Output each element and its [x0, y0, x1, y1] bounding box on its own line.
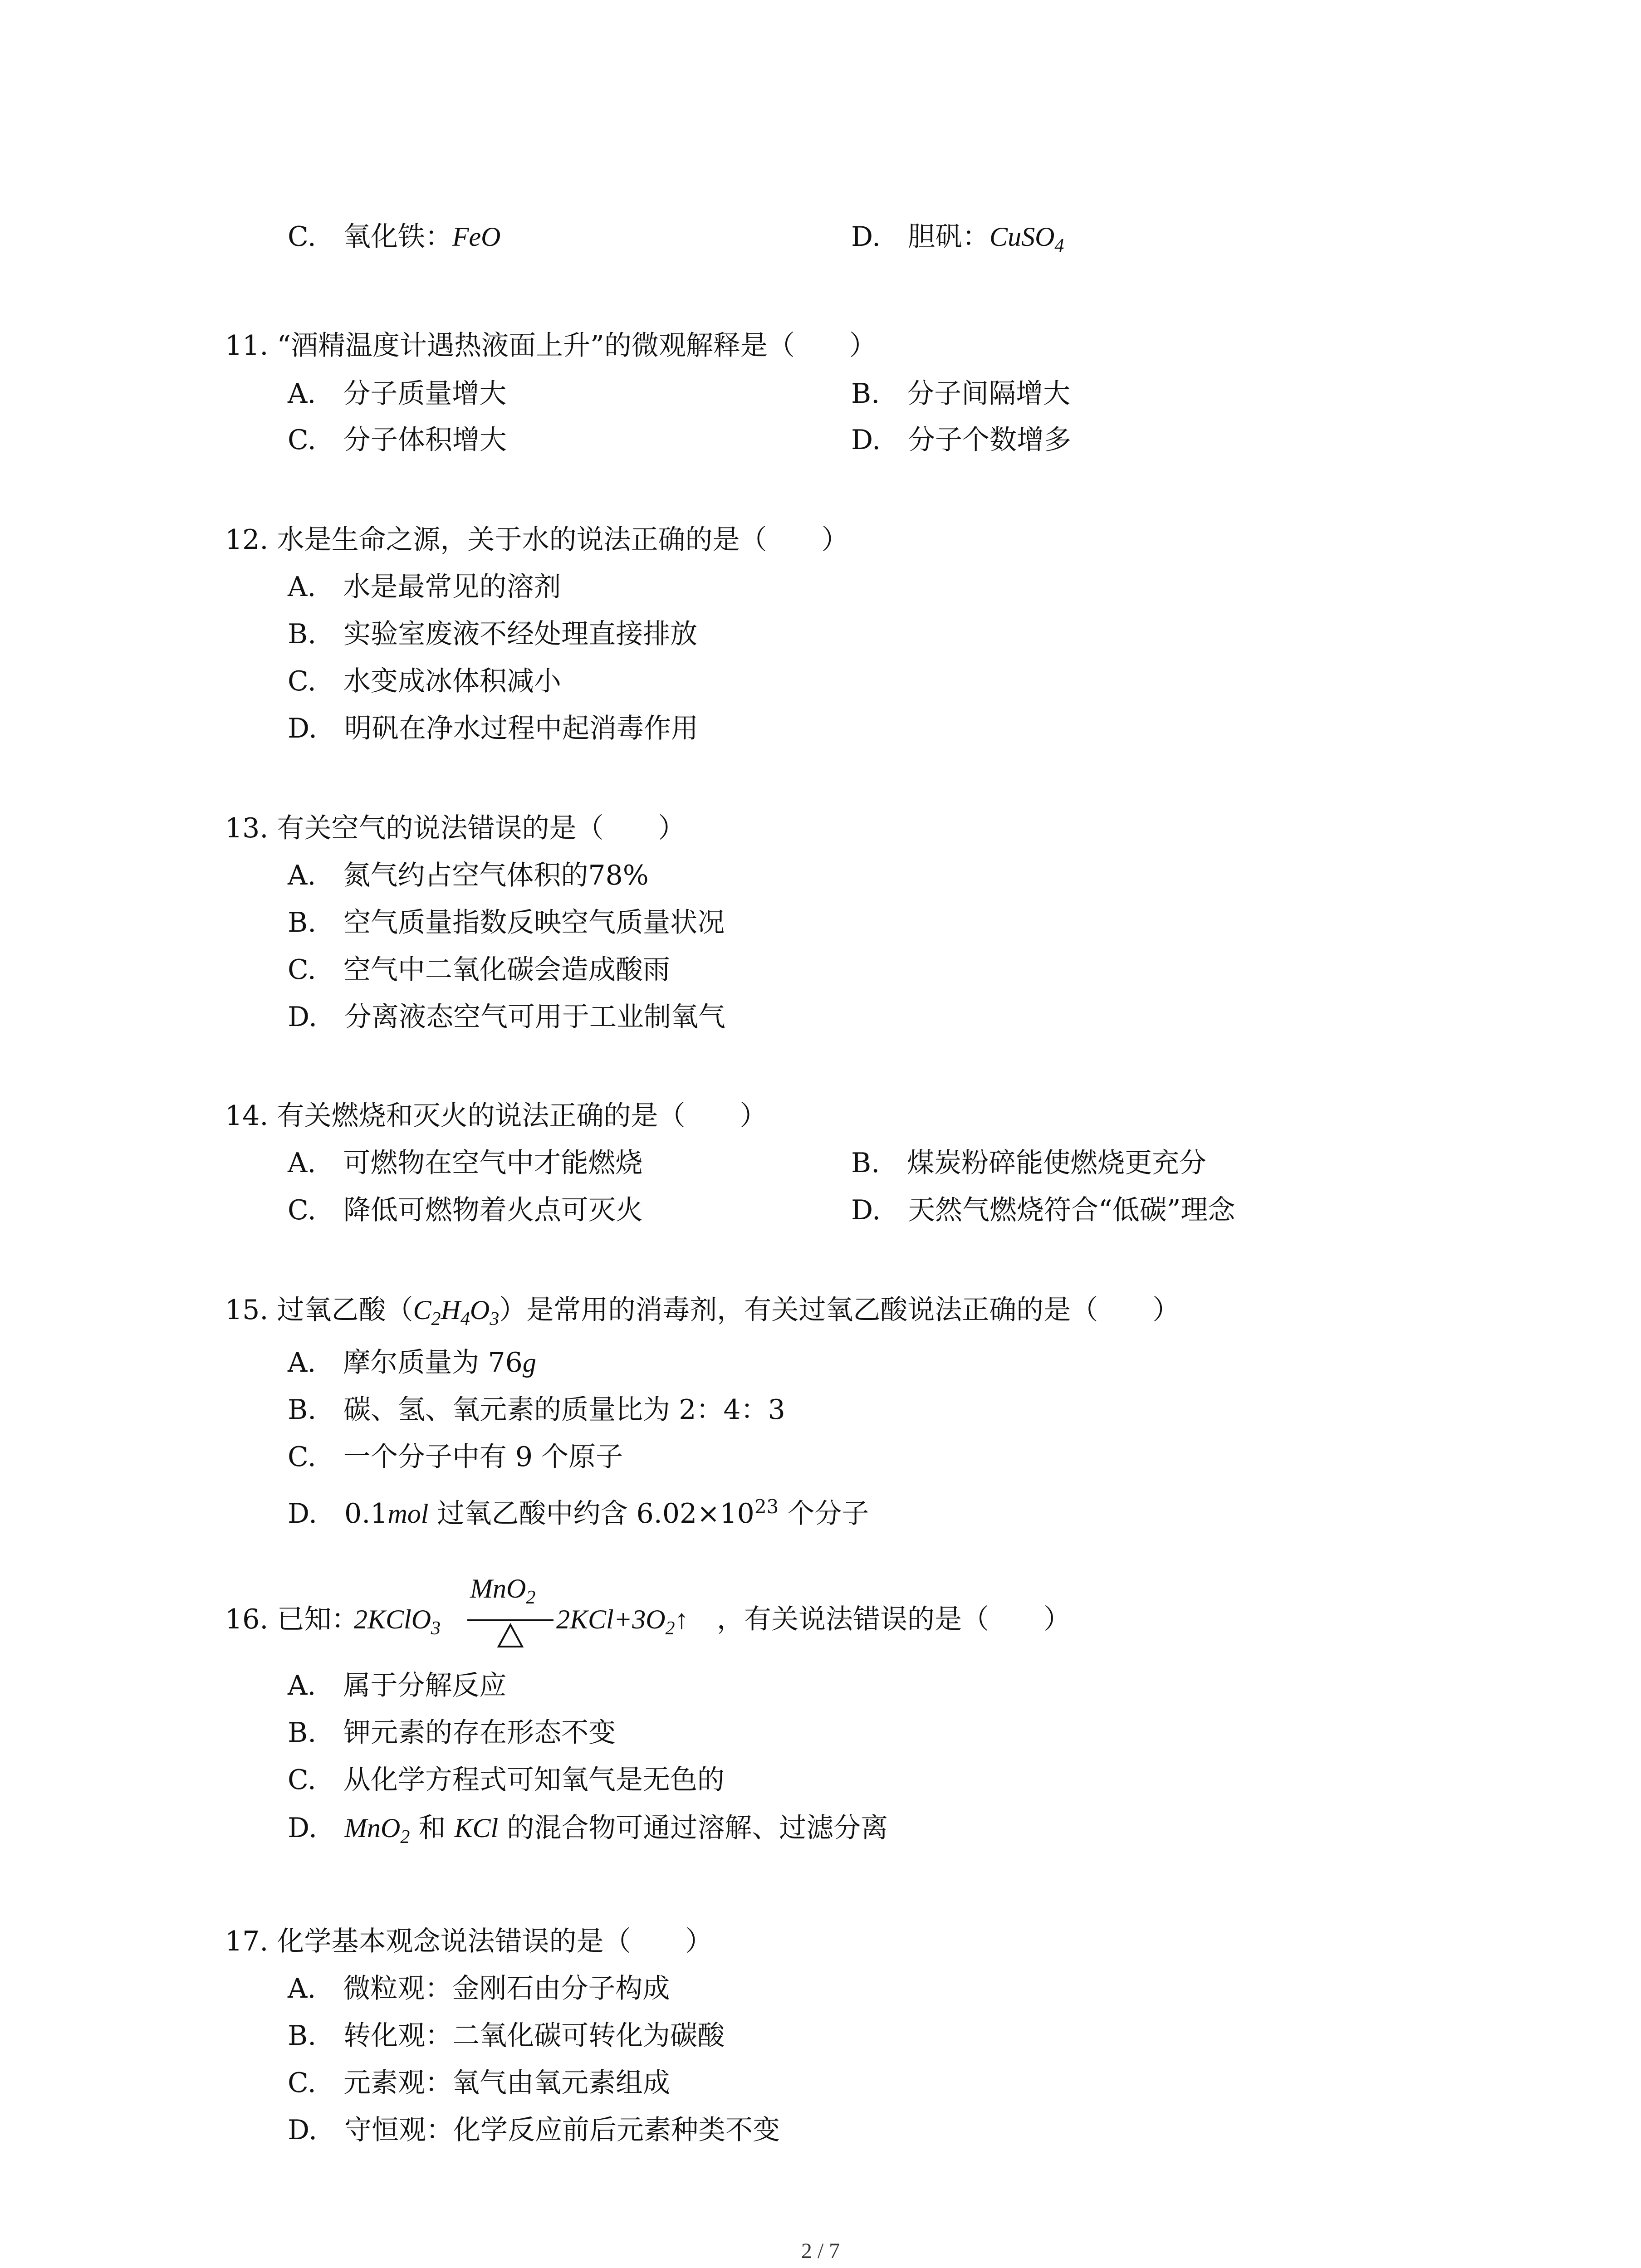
q11-option-c: C. 分子体积增大 [288, 424, 507, 456]
q16-reaction-bar [467, 1619, 554, 1621]
q13-option-a: A. 氮气约占空气体积的78% [288, 860, 649, 891]
q14-option-b: B. 煤炭粉碎能使燃烧更充分 [851, 1147, 1207, 1179]
q16-option-a: A. 属于分解反应 [288, 1670, 507, 1701]
q16-products: $2KCl+3O_2↑$ [556, 1604, 689, 1639]
q12-option-b: B. 实验室废液不经处理直接排放 [288, 618, 698, 650]
q14-option-c: C. 降低可燃物着火点可灭火 [288, 1194, 643, 1226]
q16-option-b: B. 钾元素的存在形态不变 [288, 1717, 616, 1749]
q16-stem-suffix: ，有关说法错误的是（ ） [717, 1603, 1071, 1635]
q10-option-c: C. 氧化铁：FeO [288, 221, 501, 253]
q14-option-d: D. 天然气燃烧符合“低碳”理念 [851, 1194, 1235, 1226]
q15-option-c: C. 一个分子中有 9 个原子 [288, 1441, 623, 1473]
formula: FeO [452, 222, 501, 252]
q11-stem: 11. “酒精温度计遇热液面上升”的微观解释是（ ） [225, 330, 877, 362]
q17-stem: 17. 化学基本观念说法错误的是（ ） [225, 1926, 713, 1957]
formula: $C_2H_4O_3$ [413, 1295, 500, 1330]
q17-option-a: A. 微粒观：金刚石由分子构成 [288, 1973, 670, 2004]
formula: CuSO [989, 222, 1055, 252]
q12-option-d: D. 明矾在净水过程中起消毒作用 [288, 713, 699, 744]
q13-option-b: B. 空气质量指数反映空气质量状况 [288, 907, 725, 938]
q16-heat-condition [497, 1623, 524, 1650]
q11-option-a: A. 分子质量增大 [288, 378, 507, 410]
q13-stem: 13. 有关空气的说法错误的是（ ） [225, 812, 686, 844]
q13-option-c: C. 空气中二氧化碳会造成酸雨 [288, 954, 670, 986]
q14-option-a: A. 可燃物在空气中才能燃烧 [288, 1147, 643, 1179]
q14-stem: 14. 有关燃烧和灭火的说法正确的是（ ） [225, 1100, 767, 1132]
page-number: 2 / 7 [801, 2239, 840, 2263]
q12-stem: 12. 水是生命之源，关于水的说法正确的是（ ） [225, 524, 849, 556]
q16-option-d: D. MnO$_2$ 和 KCl 的混合物可通过溶解、过滤分离 [288, 1812, 888, 1848]
q16-option-c: C. 从化学方程式可知氧气是无色的 [288, 1764, 725, 1796]
q16-catalyst: MnO$_2$ [470, 1574, 536, 1608]
q15-option-a: A. 摩尔质量为 76g [288, 1347, 536, 1378]
q10-option-d: D. 胆矾：CuSO$_4$ [851, 221, 1064, 256]
q15-option-b: B. 碳、氢、氧元素的质量比为 2：4：3 [288, 1394, 785, 1426]
q17-option-d: D. 守恒观：化学反应前后元素种类不变 [288, 2114, 780, 2146]
q17-option-c: C. 元素观：氧气由氧元素组成 [288, 2067, 670, 2099]
heat-triangle-icon [497, 1623, 524, 1648]
q12-option-a: A. 水是最常见的溶剂 [288, 571, 561, 603]
q15-option-d: D. 0.1mol 过氧乙酸中约含 $6.02\times 10^{23}$ 个分子 [288, 1496, 869, 1530]
q11-option-d: D. 分子个数增多 [851, 424, 1072, 456]
q11-option-b: B. 分子间隔增大 [851, 378, 1071, 410]
q13-option-d: D. 分离液态空气可用于工业制氧气 [288, 1001, 726, 1033]
q16-stem-prefix: 16. 已知： [225, 1603, 359, 1635]
q16-reactant: 2KClO$_3$ [354, 1604, 441, 1639]
q15-stem: 15. 过氧乙酸$(C_2H_4O_3)$是常用的消毒剂，有关过氧乙酸说法正确的是（ ） [225, 1294, 1180, 1330]
q12-option-c: C. 水变成冰体积减小 [288, 665, 561, 697]
q17-option-b: B. 转化观：二氧化碳可转化为碳酸 [288, 2020, 725, 2052]
